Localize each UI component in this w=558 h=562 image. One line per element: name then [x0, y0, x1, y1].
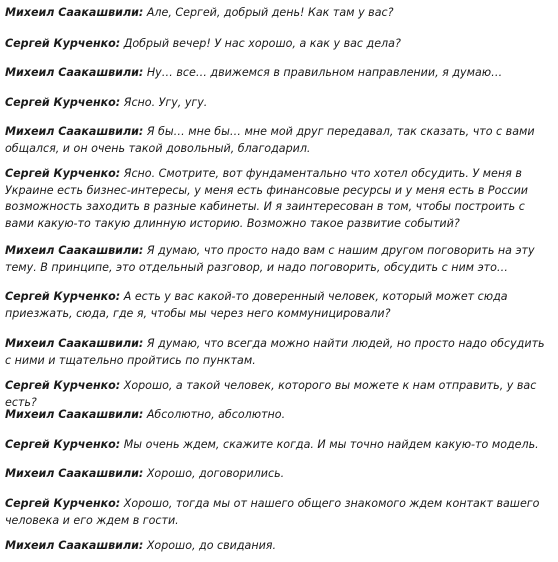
- speaker-name: Михеил Саакашвили:: [5, 408, 144, 421]
- speaker-name: Сергей Курченко:: [5, 37, 121, 50]
- speaker-name: Сергей Курченко:: [5, 167, 121, 180]
- transcript-line: [5, 36, 549, 53]
- speech-text: Хорошо, до свидания.: [143, 539, 276, 552]
- speaker-name: Сергей Курченко:: [5, 379, 121, 392]
- speaker-name: Михеил Саакашвили:: [5, 6, 144, 19]
- transcript-line: [5, 5, 549, 22]
- speaker-name: Михеил Саакашвили:: [5, 337, 144, 350]
- speech-text: Хорошо, а такой человек, которого вы можете к нам отправить, у вас есть?: [5, 379, 537, 409]
- speech-text: Хорошо, договорились.: [143, 467, 285, 480]
- speaker-name: Сергей Курченко:: [5, 290, 121, 303]
- speech-text: Я думаю, что всегда можно найти людей, но просто надо обсудить с ними и тщательно пройтись по пунктам.: [5, 337, 545, 367]
- transcript-line: [5, 496, 549, 529]
- transcript-line: [5, 166, 549, 232]
- transcript-line: [5, 538, 549, 555]
- speech-text: Але, Сергей, добрый день! Как там у вас?: [143, 6, 394, 19]
- speaker-name: Михеил Саакашвили:: [5, 125, 144, 138]
- speaker-name: Михеил Саакашвили:: [5, 66, 144, 79]
- transcript-line: [5, 289, 549, 322]
- transcript-line: [5, 124, 549, 157]
- speaker-name: Михеил Саакашвили:: [5, 539, 144, 552]
- speech-text: Я думаю, что просто надо вам с нашим другом поговорить на эту тему. В принципе, это отдельный разговор, и надо поговорить, обсудить с ним это…: [5, 244, 535, 274]
- speech-text: Абсолютно, абсолютно.: [143, 408, 286, 421]
- transcript-line: [5, 466, 549, 483]
- transcript-line: [5, 407, 549, 424]
- speech-text: Мы очень ждем, скажите когда. И мы точно найдем какую-то модель.: [120, 438, 539, 451]
- speech-text: А есть у вас какой-то доверенный человек, который может сюда приезжать, сюда, где я, чтобы мы через него коммуницировали?: [5, 290, 508, 320]
- speech-text: Добрый вечер! У нас хорошо, а как у вас дела?: [120, 37, 401, 50]
- speaker-name: Сергей Курченко:: [5, 96, 121, 109]
- speech-text: Ну… все… движемся в правильном направлении, я думаю…: [143, 66, 503, 79]
- speech-text: Хорошо, тогда мы от нашего общего знакомого ждем контакт вашего человека и его ждем в гости.: [5, 497, 540, 527]
- speech-text: Я бы… мне бы… мне мой друг передавал, так сказать, что с вами общался, и он очень такой довольный, благодарил.: [5, 125, 535, 155]
- speaker-name: Михеил Саакашвили:: [5, 467, 144, 480]
- speaker-name: Сергей Курченко:: [5, 438, 121, 451]
- speech-text: Ясно. Смотрите, вот фундаментально что хотел обсудить. У меня в Украине есть бизнес-интересы, у меня есть финансовые ресурсы и у меня есть в России возможность заходить в разные кабинеты. И я заинтересован в том, чтобы построить с вами какую-то такую длинную историю. Возможно такое развитие событий?: [5, 167, 528, 230]
- transcript-line: [5, 243, 549, 276]
- transcript-line: [5, 437, 549, 454]
- transcript-line: [5, 95, 549, 112]
- speech-text: Ясно. Угу, угу.: [120, 96, 208, 109]
- speaker-name: Михеил Саакашвили:: [5, 244, 144, 257]
- speaker-name: Сергей Курченко:: [5, 497, 121, 510]
- transcript-line: [5, 336, 549, 369]
- transcript-line: [5, 65, 549, 82]
